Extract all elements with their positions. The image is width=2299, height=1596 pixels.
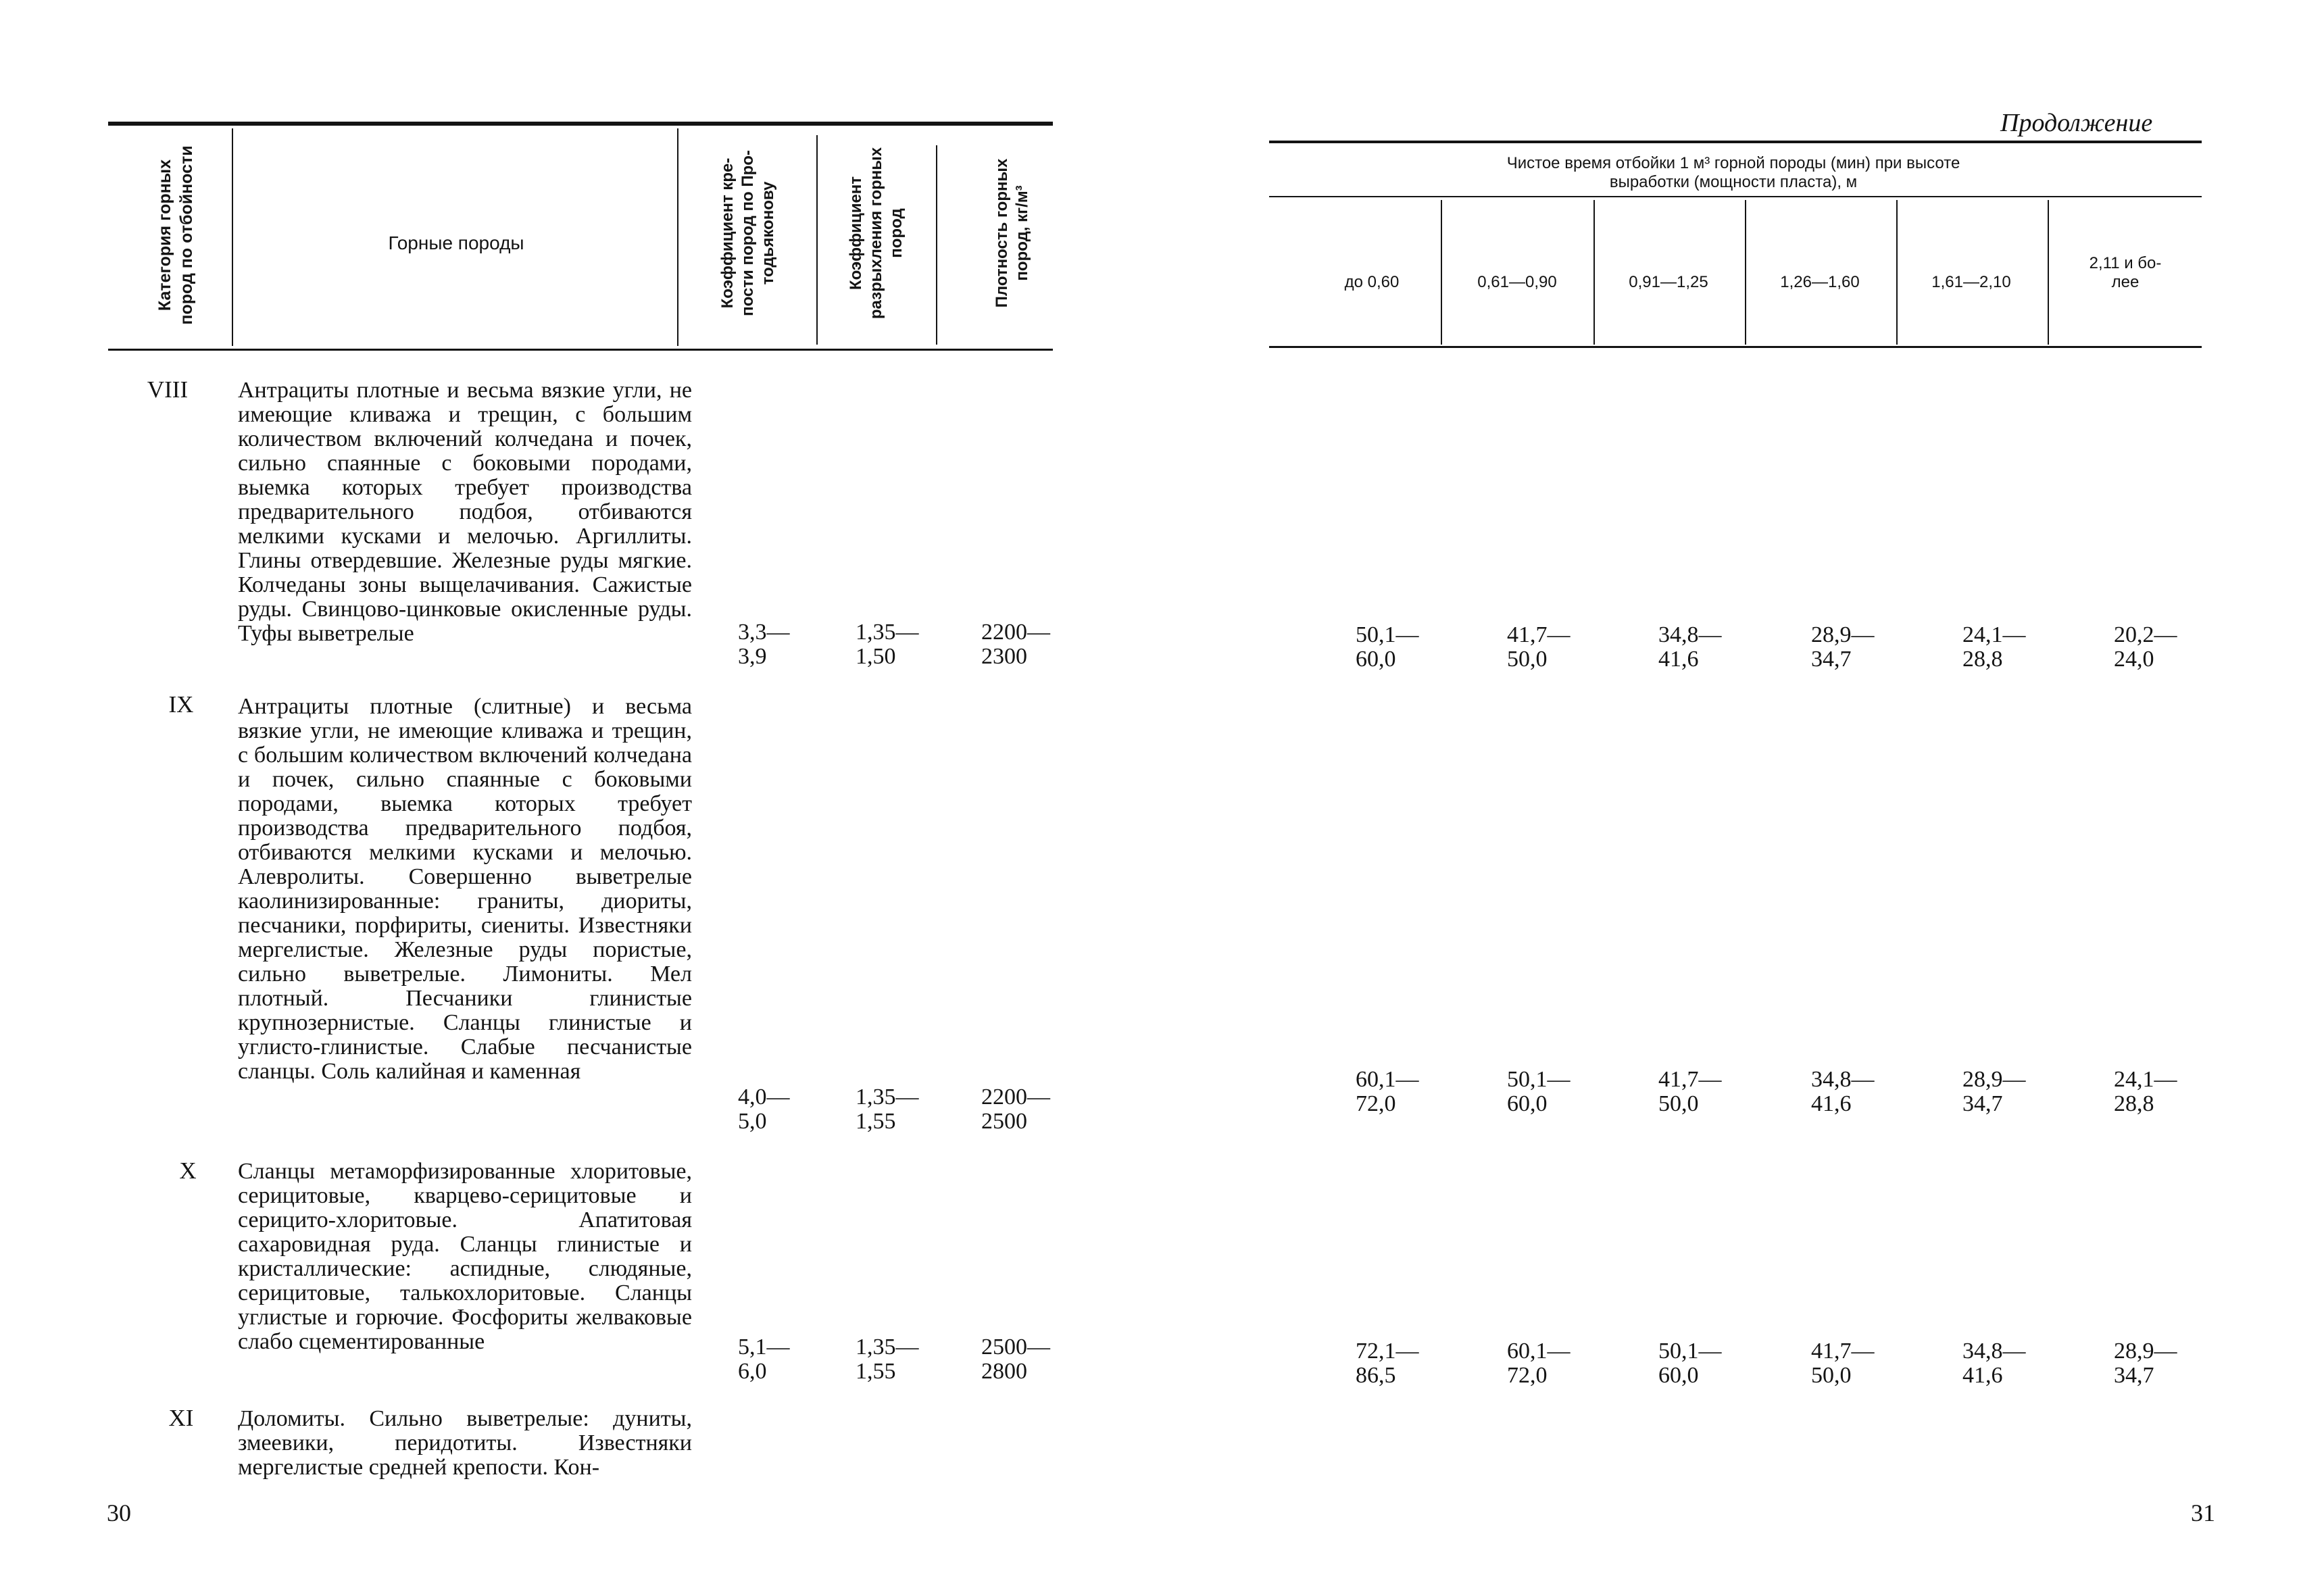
left-header-bottom-rule [108, 349, 1053, 351]
row-x-time-1: 72,1— 86,5 [1356, 1339, 1419, 1388]
row-viii-loosening: 1,35— 1,50 [856, 620, 919, 669]
right-col-divider-3 [1745, 200, 1746, 345]
row-x-time-5: 34,8— 41,6 [1962, 1339, 2026, 1388]
right-page-number: 31 [2191, 1499, 2215, 1526]
right-col-divider-4 [1896, 200, 1898, 345]
right-header-bottom-rule [1269, 346, 2202, 348]
row-viii-category: VIII [147, 376, 189, 403]
header-time-group: Чистое время отбойки 1 м³ горной породы (мин) при высоте выработки (мощности пласта), м [1506, 154, 1960, 191]
row-viii-time-6: 20,2— 24,0 [2114, 622, 2177, 672]
row-x-time-2: 60,1— 72,0 [1507, 1339, 1571, 1388]
row-xi-category: XI [168, 1405, 194, 1431]
row-viii-time-5: 24,1— 28,8 [1962, 622, 2026, 672]
header-range-2: 0,61—0,90 [1477, 273, 1557, 291]
left-page-number: 30 [107, 1499, 131, 1526]
row-ix-time-4: 34,8— 41,6 [1811, 1067, 1875, 1116]
right-header-top-rule [1269, 141, 2202, 143]
left-col-divider-2 [677, 128, 678, 346]
row-ix-time-6: 24,1— 28,8 [2114, 1067, 2177, 1116]
row-ix-loosening: 1,35— 1,55 [856, 1084, 919, 1134]
row-ix-time-5: 28,9— 34,7 [1962, 1067, 2026, 1116]
row-viii-time-1: 50,1— 60,0 [1356, 622, 1419, 672]
header-loosening-coefficient: Коэффициент разрыхления горных пород [847, 147, 906, 320]
row-ix-density: 2200— 2500 [981, 1084, 1050, 1134]
right-col-divider-5 [2048, 200, 2049, 345]
header-range-3: 0,91—1,25 [1629, 273, 1708, 291]
left-header-top-rule [108, 122, 1053, 126]
row-x-loosening: 1,35— 1,55 [856, 1335, 919, 1384]
row-ix-time-2: 50,1— 60,0 [1507, 1067, 1571, 1116]
row-x-category: X [179, 1157, 197, 1184]
header-range-4: 1,26—1,60 [1780, 273, 1860, 291]
header-strength-coefficient: Коэффициент кре- пости пород по Про- тодьяконову [718, 150, 777, 316]
row-x-time-6: 28,9— 34,7 [2114, 1339, 2177, 1388]
row-viii-time-3: 34,8— 41,6 [1658, 622, 1722, 672]
row-xi-description: Доломиты. Сильно выветрелые: дуниты, змеевики, перидотиты. Известняки мергелистые средней крепости. Кон- [238, 1406, 692, 1480]
right-header-mid-rule [1269, 196, 2202, 197]
header-range-1: до 0,60 [1344, 273, 1400, 291]
row-viii-time-2: 41,7— 50,0 [1507, 622, 1571, 672]
row-x-description: Сланцы метаморфизированные хлоритовые, серицитовые, кварцево-серицитовые и серицито-хлоритовые. Апатитовая сахаровидная руда. Сланцы глинистые и кристаллические: аспидные, слюдяные, серицитовые, талькохлоритовые. Сланцы углистые и горючие. Фосфориты желваковые слабо сцементированные [238, 1159, 692, 1354]
header-category: Категория горных пород по отбойности [155, 145, 196, 325]
row-viii-time-4: 28,9— 34,7 [1811, 622, 1875, 672]
row-ix-category: IX [168, 691, 194, 718]
header-range-6: 2,11 и бо- лее [2089, 254, 2162, 291]
row-viii-density: 2200— 2300 [981, 620, 1050, 669]
row-x-strength: 5,1— 6,0 [738, 1335, 790, 1384]
left-col-divider-1 [232, 128, 233, 346]
left-col-divider-4 [936, 145, 937, 345]
row-viii-strength: 3,3— 3,9 [738, 620, 790, 669]
right-col-divider-1 [1441, 200, 1442, 345]
header-rocks: Горные породы [388, 232, 524, 253]
left-col-divider-3 [816, 135, 818, 345]
row-ix-time-1: 60,1— 72,0 [1356, 1067, 1419, 1116]
row-x-time-4: 41,7— 50,0 [1811, 1339, 1875, 1388]
row-ix-time-3: 41,7— 50,0 [1658, 1067, 1722, 1116]
header-density: Плотность горных пород, кг/м³ [993, 158, 1031, 308]
row-ix-description: Антрациты плотные (слитные) и весьма вязкие угли, не имеющие кливажа и трещин, с большим количеством включений колчедана и почек, сильно спаянные с боковыми породами, выемка которых требует производства предварительного подбоя, отбиваются мелкими кусками и мелочью. Алевролиты. Совершенно выветрелые каолинизированные: граниты, диориты, песчаники, порфириты, сиениты. Известняки мергелистые. Железные руды пористые, сильно выветрелые. Лимониты. Мел плотный. Песчаники глинистые крупнозернистые. Сланцы глинистые и углисто-глинистые. Слабые песчанистые сланцы. Соль калийная и каменная [238, 694, 692, 1084]
right-col-divider-2 [1593, 200, 1595, 345]
continuation-label: Продолжение [2000, 109, 2153, 137]
row-x-density: 2500— 2800 [981, 1335, 1050, 1384]
row-viii-description: Антрациты плотные и весьма вязкие угли, не имеющие кливажа и трещин, с большим количеством включений колчедана и почек, сильно спаянные с боковыми породами, выемка которых требует производства предварительного подбоя, отбиваются мелкими кусками и мелочью. Аргиллиты. Глины отвердевшие. Железные руды мягкие. Колчеданы зоны выщелачивания. Сажистые руды. Свинцово-цинковые окисленные руды. Туфы выветрелые [238, 378, 692, 646]
header-range-5: 1,61—2,10 [1931, 273, 2011, 291]
row-x-time-3: 50,1— 60,0 [1658, 1339, 1722, 1388]
row-ix-strength: 4,0— 5,0 [738, 1084, 790, 1134]
